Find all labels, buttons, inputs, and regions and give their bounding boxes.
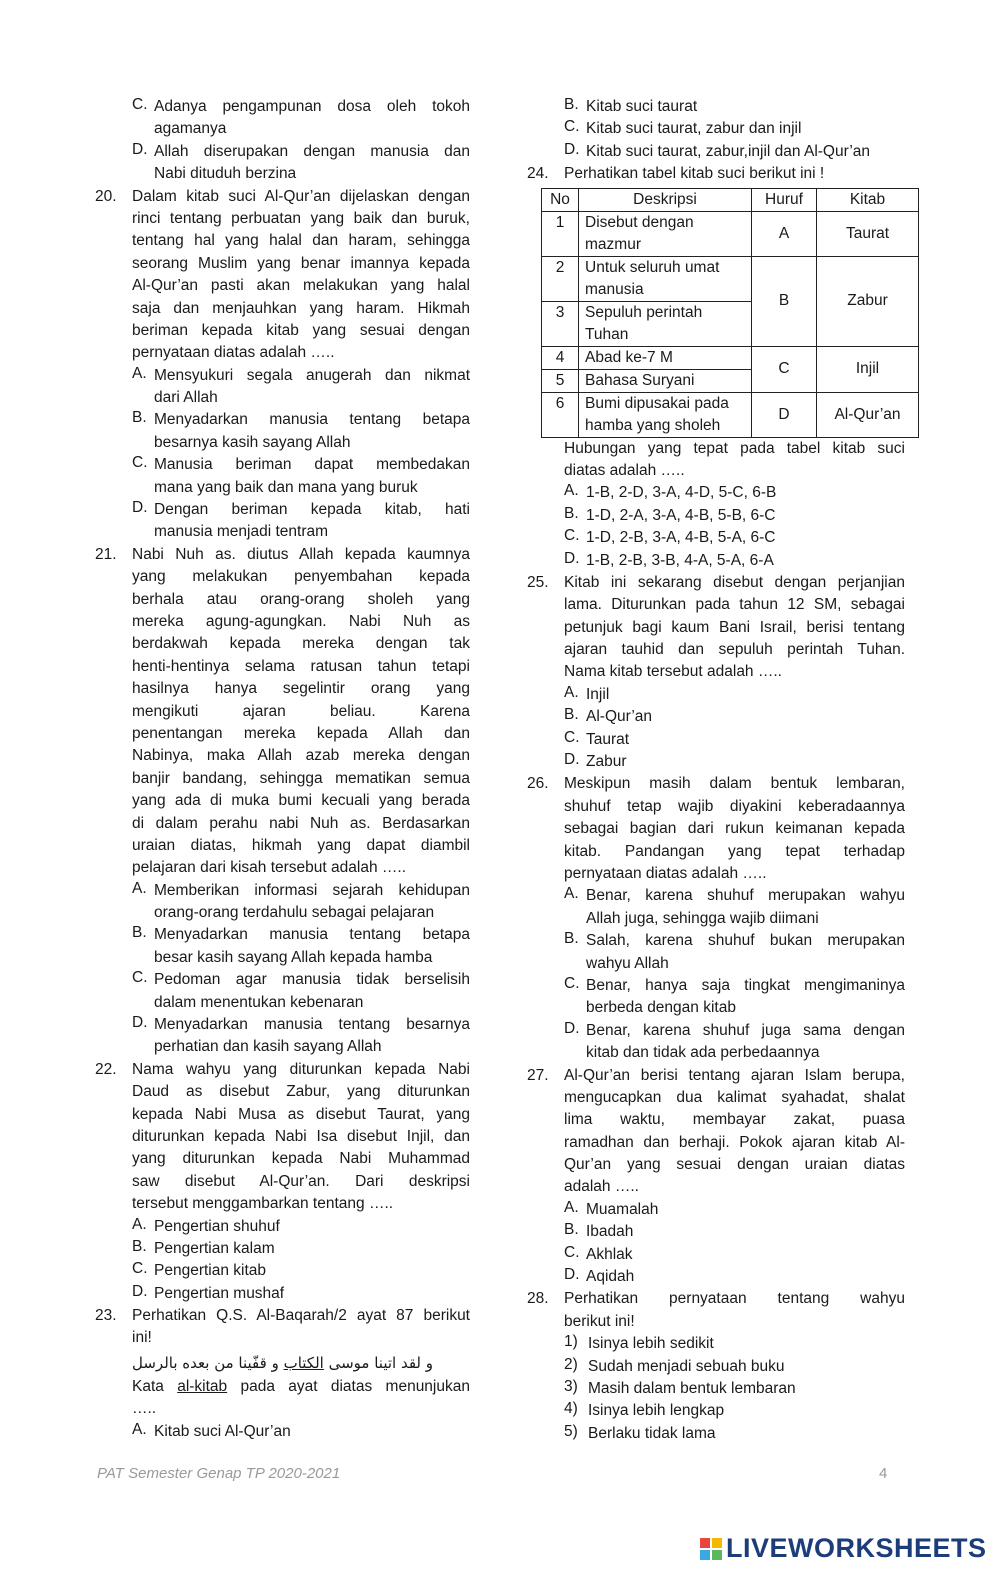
arabic-underlined-word: الكتاب <box>283 1353 324 1372</box>
q23-option-a[interactable]: A. Kitab suci Al-Qur’an <box>132 1420 291 1440</box>
q21-option-a[interactable]: A. Memberikan informasi sejarah kehidupan orang-orang terdahulu sebagai pelajaran <box>132 879 470 922</box>
left-column <box>95 96 470 1443</box>
q20-option-a[interactable]: A. Mensyukuri segala anugerah dan nikmat dari Allah <box>132 364 470 407</box>
question-25: 25. Kitab ini sekarang disebut dengan perjanjian lama. Diturunkan pada tahun 12 SM, sebagai petunjuk bagi kaum Bani Israil, berisi tentang ajaran tauhid dan sepuluh perintah Tuhan. Nama kitab tersebut adalah ….. <box>527 573 905 681</box>
q22-option-c[interactable]: C. Pengertian kitab <box>132 1260 267 1280</box>
liveworksheets-icon <box>700 1536 722 1558</box>
q21-option-b[interactable]: B. Menyadarkan manusia tentang betapa besar kasih sayang Allah kepada hamba <box>132 924 470 966</box>
question-20: 20. Dalam kitab suci Al-Qur’an dijelaskan dengan rinci tentang perbuatan yang baik dan buruk, tentang hal yang halal dan haram, sehingga seorang Muslim yang benar imannya kepada Al-Qur’an pasti akan melakukan yang halal saja dan menjauhkan yang haram. Hikmah beriman kepada kitab yang sesuai dengan pernyataan diatas adalah ….. <box>95 187 470 362</box>
question-26: 26. Meskipun masih dalam bentuk lembaran, shuhuf tetap wajib diyakini keberadaannya sebagai bagian dari rukun keimanan kepada kitab. Pandangan yang tepat terhadap pernyataan diatas adalah ….. <box>527 775 905 882</box>
kitab-table <box>541 188 919 438</box>
question-27: 27. Al-Qur’an berisi tentang ajaran Islam berupa, mengucapkan dua kalimat syahadat, shalat lima waktu, membayar zakat, puasa ramadhan dan berhaji. Pokok ajaran kitab Al- Qur’an yang sesuai dengan uraian diatas adalah ….. <box>527 1066 905 1196</box>
q20-option-c[interactable]: C. Manusia beriman dapat membedakan mana yang baik dan mana yang buruk <box>132 454 470 496</box>
question-23: 23. Perhatikan Q.S. Al-Baqarah/2 ayat 87 berikut ini! <box>95 1307 470 1347</box>
q28-item-5: 5) Berlaku tidak lama <box>564 1422 716 1442</box>
q20-option-b[interactable]: B. Menyadarkan manusia tentang betapa besarnya kasih sayang Allah <box>132 409 470 451</box>
q28-item-4: 4) Isinya lebih lengkap <box>564 1400 725 1420</box>
q23-option-c[interactable]: C. Kitab suci taurat, zabur dan injil <box>564 118 802 138</box>
q19-option-d: D. Allah diserupakan dengan manusia dan Nabi dituduh berzina <box>132 140 470 183</box>
table-row: 6 Bumi dipusakai pada hamba yang sholeh D Al-Qur’an <box>542 392 919 437</box>
table-row: 5 Bahasa Suryani <box>542 369 919 392</box>
q26-option-c[interactable]: C. Benar, hanya saja tingkat mengimaninya berbeda dengan kitab <box>564 974 905 1017</box>
q25-option-a[interactable]: A. Injil <box>564 683 610 703</box>
q25-option-d[interactable]: D. Zabur <box>564 751 627 771</box>
q22-option-a[interactable]: A. Pengertian shuhuf <box>132 1215 280 1235</box>
question-28: 28. Perhatikan pernyataan tentang wahyu berikut ini! <box>527 1290 905 1330</box>
q24-option-d[interactable]: D. 1-B, 2-B, 3-B, 4-A, 5-A, 6-A <box>564 549 774 569</box>
liveworksheets-logo[interactable] <box>700 1533 987 1564</box>
table-row: 3 Sepuluh perintah Tuhan <box>542 301 919 346</box>
q24-option-a[interactable]: A. 1-B, 2-D, 3-A, 4-D, 5-C, 6-B <box>564 482 777 502</box>
q23-option-d[interactable]: D. Kitab suci taurat, zabur,injil dan Al-Qur’an <box>564 140 871 160</box>
question-23-kata: Kata al-kitab pada ayat diatas menunjukan ….. <box>132 1377 470 1418</box>
q27-option-c[interactable]: C. Akhlak <box>564 1243 633 1263</box>
table-row: 2 Untuk seluruh umat manusia B Zabur <box>542 256 919 301</box>
q28-item-2: 2) Sudah menjadi sebuah buku <box>564 1355 785 1375</box>
q22-option-d[interactable]: D. Pengertian mushaf <box>132 1282 285 1302</box>
q28-item-1: 1) Isinya lebih sedikit <box>564 1333 714 1353</box>
q26-option-b[interactable]: B. Salah, karena shuhuf bukan merupakan wahyu Allah <box>564 930 905 972</box>
q26-option-a[interactable]: A. Benar, karena shuhuf merupakan wahyu Allah juga, sehingga wajib diimani <box>564 885 905 927</box>
al-kitab-term: al-kitab <box>177 1377 228 1395</box>
q23-option-b[interactable]: B. Kitab suci taurat <box>564 96 698 115</box>
page-number: 4 <box>879 1465 888 1482</box>
q21-option-c[interactable]: C. Pedoman agar manusia tidak berselisih dalam menentukan kebenaran <box>132 969 470 1011</box>
q20-option-d[interactable]: D. Dengan beriman kepada kitab, hati manusia menjadi tentram <box>132 499 470 541</box>
q27-option-a[interactable]: A. Muamalah <box>564 1198 659 1218</box>
table-row: 1 Disebut dengan mazmur A Taurat <box>542 211 919 256</box>
question-24-continuation: Hubungan yang tepat pada tabel kitab suci diatas adalah ….. <box>564 439 905 479</box>
question-24: 24. Perhatikan tabel kitab suci berikut ini ! <box>527 165 825 183</box>
q26-option-d[interactable]: D. Benar, karena shuhuf juga sama dengan kitab dan tidak ada perbedaannya <box>564 1019 905 1062</box>
table-header: No Deskripsi Huruf Kitab <box>542 188 919 211</box>
footer-exam-title: PAT Semester Genap TP 2020-2021 <box>97 1465 341 1482</box>
q25-option-c[interactable]: C. Taurat <box>564 728 630 748</box>
q24-option-b[interactable]: B. 1-D, 2-A, 3-A, 4-B, 5-B, 6-C <box>564 504 776 524</box>
q22-option-b[interactable]: B. Pengertian kalam <box>132 1237 275 1257</box>
q27-option-d[interactable]: D. Aqidah <box>564 1266 635 1286</box>
q25-option-b[interactable]: B. Al-Qur’an <box>564 706 653 726</box>
q28-item-3: 3) Masih dalam bentuk lembaran <box>564 1377 796 1397</box>
question-22: 22. Nama wahyu yang diturunkan kepada Nabi Daud as disebut Zabur, yang diturunkan kepada Nabi Musa as disebut Taurat, yang diturunkan kepada Nabi Isa disebut Injil, dan yang diturunkan kepada Nabi Muhammad saw disebut Al-Qur’an. Dari deskripsi tersebut menggambarkan tentang ….. <box>95 1060 470 1213</box>
q21-option-d[interactable]: D. Menyadarkan manusia tentang besarnya perhatian dan kasih sayang Allah <box>132 1014 470 1056</box>
right-column <box>527 96 905 1445</box>
brand-name: LIVEWORKSHEETS <box>726 1533 987 1563</box>
q19-option-c: C. Adanya pengampunan dosa oleh tokoh agamanya <box>132 96 470 138</box>
q24-option-c[interactable]: C. 1-D, 2-B, 3-A, 4-B, 5-A, 6-C <box>564 527 776 547</box>
q27-option-b[interactable]: B. Ibadah <box>564 1221 634 1241</box>
table-row: 4 Abad ke-7 M C Injil <box>542 346 919 369</box>
arabic-verse: و لقد اتينا موسى الكتاب و قفّينا من بعده بالرسل <box>132 1353 434 1372</box>
question-21: 21. Nabi Nuh as. diutus Allah kepada kaumnya yang melakukan penyembahan kepada berhala atau orang-orang sholeh yang mereka agung-agungkan. Nabi Nuh as berdakwah kepada mereka dengan tak henti-hentinya selama ratusan tahun tetapi hasilnya hanya segelintir orang yang mengikuti ajaran beliau. Karena penentangan mereka kepada Allah dan Nabinya, maka Allah azab mereka dengan banjir bandang, sehingga mematikan semua yang ada di muka bumi kecuali yang berada di dalam perahu nabi Nuh as. Berdasarkan uraian diatas, hikmah yang dapat diambil pelajaran dari kisah tersebut adalah ….. <box>95 545 470 877</box>
